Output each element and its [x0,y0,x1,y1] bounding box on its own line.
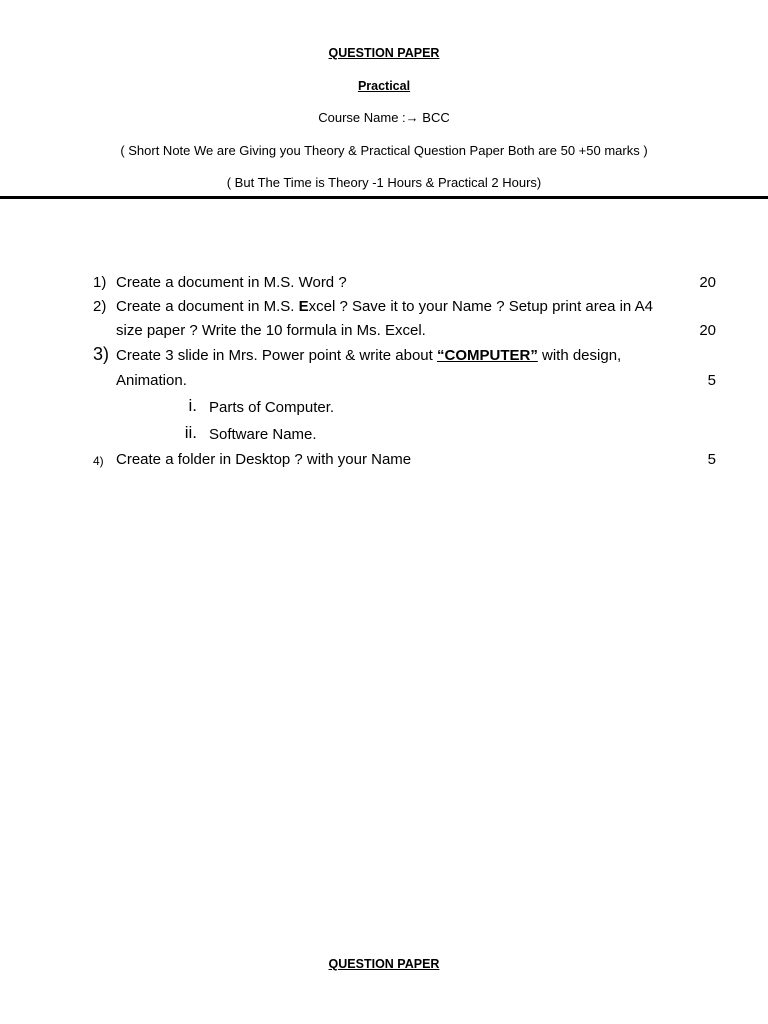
question-marks: 5 [707,372,716,389]
question-number: 2) [93,298,107,315]
question-number: 1) [93,274,107,291]
course-value: BCC [422,110,450,125]
short-note: ( Short Note We are Giving you Theory & Practical Question Paper Both are 50 +50 marks ) [120,143,648,158]
course-line [0,110,768,126]
question-marks: 20 [699,274,716,291]
course-label: Course Name : [318,110,406,125]
question-text-part: Create 3 slide in Mrs. Power point & write about [116,347,437,364]
footer-title: QUESTION PAPER [328,957,440,971]
question-text: Create a folder in Desktop ? with your Name [116,451,412,468]
sub-item-text: Parts of Computer. [209,399,335,416]
question-text-continued: size paper ? Write the 10 formula in Ms. Excel. [116,322,426,339]
sub-item-number: i. [188,396,197,415]
page-title: QUESTION PAPER [328,46,440,60]
header-divider [0,196,768,199]
question-text-continued: Animation. [116,372,187,389]
question-text-part: Create a document in M.S. [116,298,299,315]
question-text-part: with design, [537,347,622,364]
question-text [116,346,621,366]
question-text-emphasis: “COMPUTER” [436,347,538,364]
sub-item-text: Software Name. [209,426,317,443]
question-text-emphasis: E [298,298,309,315]
question-marks: 5 [707,451,716,468]
arrow-icon: → [405,110,419,125]
question-text: Create a document in M.S. Word ? [116,274,347,291]
question-number: 4) [93,454,104,468]
page-subtitle: Practical [357,79,411,93]
question-text-part: xcel ? Save it to your Name ? Setup print area in A4 [308,298,653,315]
sub-item-number: ii. [184,423,197,442]
time-note: ( But The Time is Theory -1 Hours & Practical 2 Hours) [226,175,542,190]
question-number: 3) [93,344,110,364]
question-text [116,297,653,317]
question-marks: 20 [699,322,716,339]
